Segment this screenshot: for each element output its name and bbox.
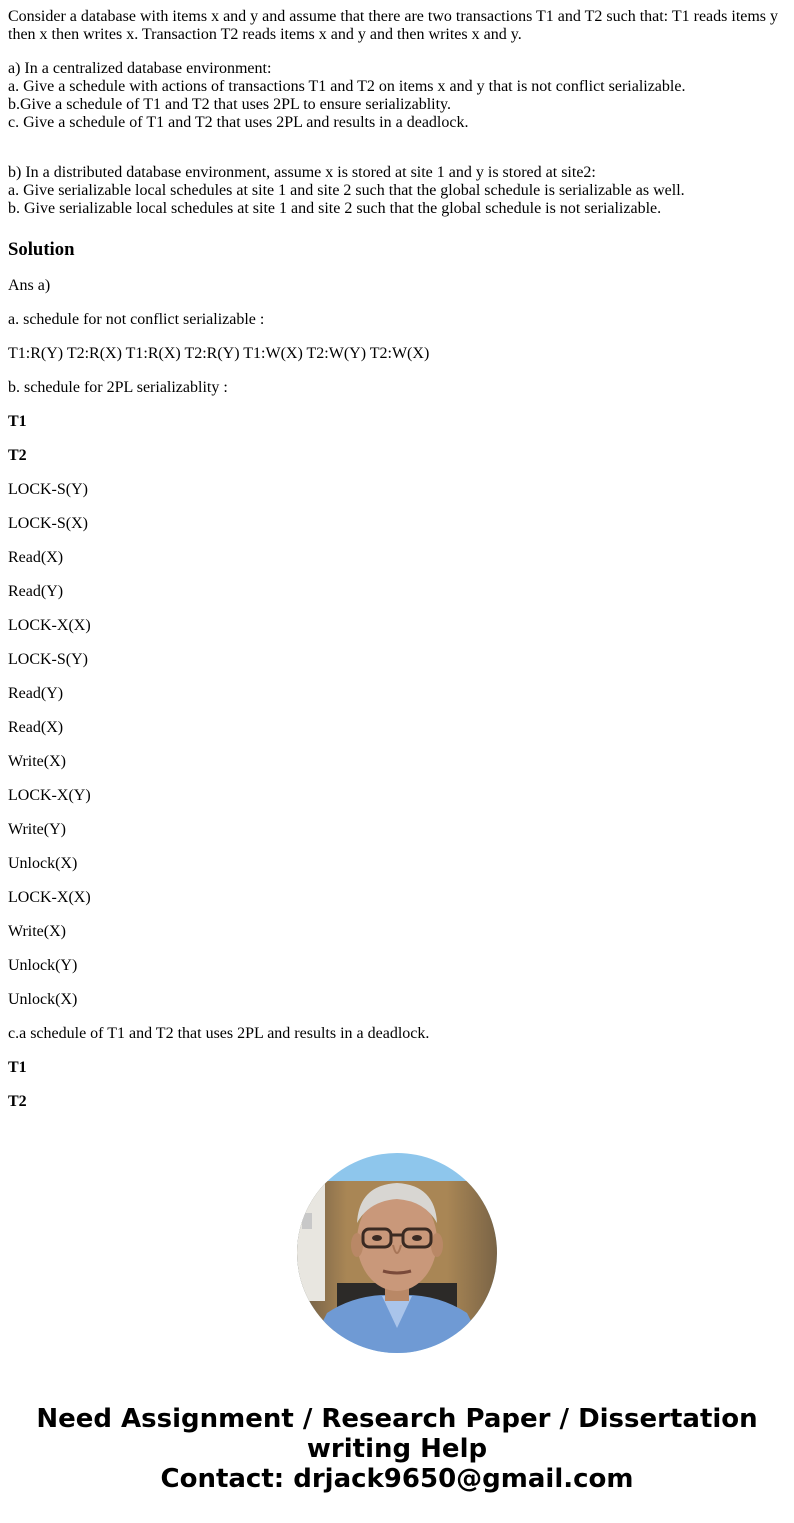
avatar <box>297 1153 497 1353</box>
solution-line: Write(Y) <box>8 821 66 838</box>
solution-line: Write(X) <box>8 753 66 770</box>
solution-line: LOCK-X(X) <box>8 889 91 906</box>
solution-line: Unlock(X) <box>8 991 78 1008</box>
solution-line: Read(Y) <box>8 583 64 600</box>
solution-line: Unlock(X) <box>8 855 78 872</box>
part-b-line: b) In a distributed database environment, assume x is stored at site 1 and y is stored at site2: <box>8 164 596 181</box>
question-block <box>8 8 784 218</box>
transaction-heading: T2 <box>8 447 27 464</box>
question-intro <box>8 8 784 44</box>
solution-body <box>8 277 784 1111</box>
part-a-line: a. Give a schedule with actions of transactions T1 and T2 on items x and y that is not conflict serializable. <box>8 78 686 95</box>
solution-line: LOCK-X(X) <box>8 617 91 634</box>
solution-line: c.a schedule of T1 and T2 that uses 2PL and results in a deadlock. <box>8 1025 430 1042</box>
spacer <box>8 148 784 164</box>
promo-contact: Contact: drjack9650@gmail.com <box>160 1464 634 1494</box>
promo-line: writing Help <box>306 1434 488 1464</box>
solution-line: LOCK-X(Y) <box>8 787 91 804</box>
solution-line: Write(X) <box>8 923 66 940</box>
transaction-heading: T1 <box>8 413 27 430</box>
part-b-line: b. Give serializable local schedules at site 1 and site 2 such that the global schedule is not serializable. <box>8 200 662 217</box>
solution-heading: Solution <box>8 239 75 260</box>
part-a-line: b.Give a schedule of T1 and T2 that uses 2PL to ensure serializablity. <box>8 96 451 113</box>
promo-banner <box>0 1404 794 1494</box>
solution-line: LOCK-S(X) <box>8 515 88 532</box>
question-part-b <box>8 164 784 218</box>
author-photo <box>297 1153 497 1353</box>
solution-line: Ans a) <box>8 277 51 294</box>
solution-line: b. schedule for 2PL serializablity : <box>8 379 228 396</box>
solution-line: LOCK-S(Y) <box>8 481 88 498</box>
solution-line: LOCK-S(Y) <box>8 651 88 668</box>
transaction-heading: T1 <box>8 1059 27 1076</box>
question-intro-line: then x then writes x. Transaction T2 reads items x and y and then writes x and y. <box>8 26 522 43</box>
solution-line: Unlock(Y) <box>8 957 78 974</box>
transaction-heading: T2 <box>8 1093 27 1110</box>
question-part-a <box>8 60 784 132</box>
solution-line: a. schedule for not conflict serializable : <box>8 311 265 328</box>
document-content <box>8 8 784 1127</box>
solution-line: T1:R(Y) T2:R(X) T1:R(X) T2:R(Y) T1:W(X) T2:W(Y) T2:W(X) <box>8 345 430 362</box>
part-b-line: a. Give serializable local schedules at site 1 and site 2 such that the global schedule is serializable as well. <box>8 182 685 199</box>
solution-line: Read(X) <box>8 719 64 736</box>
question-intro-line: Consider a database with items x and y and assume that there are two transactions T1 and T2 such that: T1 reads items y <box>8 8 779 25</box>
part-a-line: a) In a centralized database environment: <box>8 60 272 77</box>
promo-line: Need Assignment / Research Paper / Dissertation <box>36 1404 758 1434</box>
solution-line: Read(X) <box>8 549 64 566</box>
solution-line: Read(Y) <box>8 685 64 702</box>
part-a-line: c. Give a schedule of T1 and T2 that uses 2PL and results in a deadlock. <box>8 114 469 131</box>
